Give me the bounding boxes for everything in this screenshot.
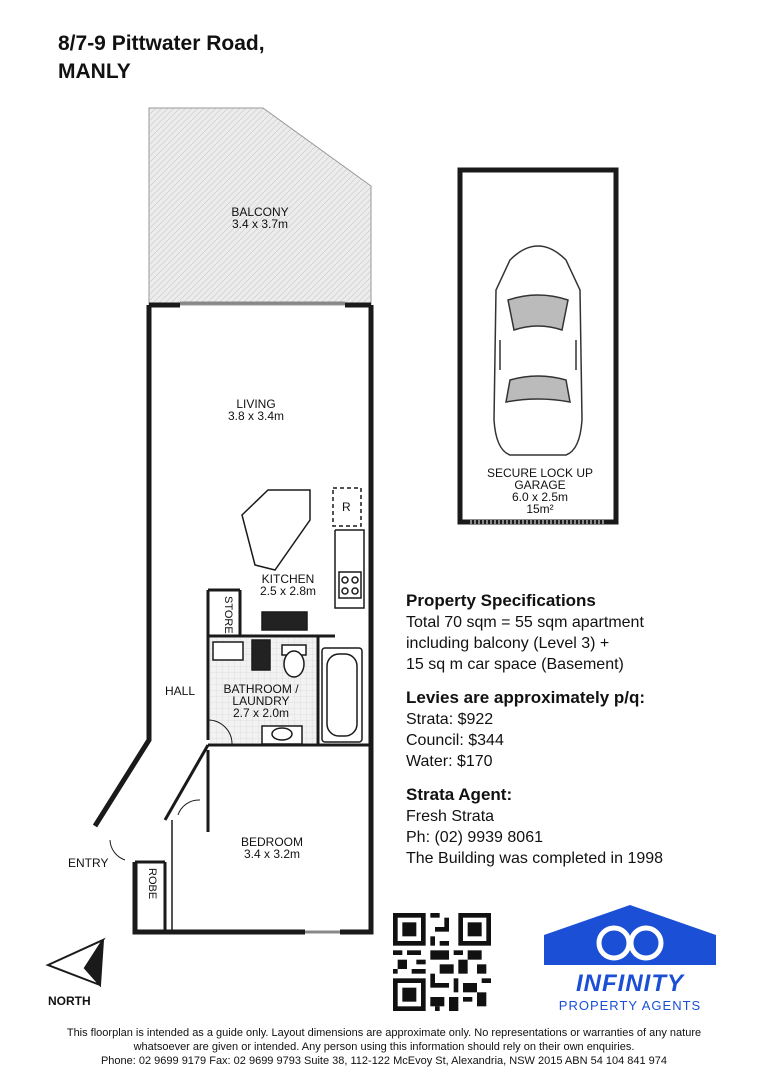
disclaimer-line-1: This floorplan is intended as a guide only. Layout dimensions are approximate only. No representations or warranties of any nature: [66, 1027, 702, 1039]
levies: [406, 687, 756, 772]
agent-heading: Strata Agent:: [406, 785, 513, 804]
bathroom-label: BATHROOM / LAUNDRY 2.7 x 2.0m: [223, 682, 299, 720]
strata-agent: [406, 784, 756, 869]
entry-label: ENTRY: [68, 856, 109, 870]
contact-line: Phone: 02 9699 9179 Fax: 02 9699 9793 Suite 38, 112-122 McEvoy St, Alexandria, NSW 2015 ABN 54 104 841 974: [100, 1055, 668, 1067]
specs-line: including balcony (Level 3) +: [406, 635, 610, 652]
address-line-1: 8/7-9 Pittwater Road,: [58, 32, 265, 55]
north-label: NORTH: [48, 994, 91, 1008]
specs-panel: [406, 590, 756, 881]
council-levy: Council: $344: [406, 732, 504, 749]
address-line-2: MANLY: [58, 60, 131, 83]
qr-code-icon: [393, 913, 491, 1011]
specs-line: Total 70 sqm = 55 sqm apartment: [406, 614, 644, 631]
property-specs: [406, 590, 756, 675]
logo-tagline: PROPERTY AGENTS: [558, 998, 702, 1013]
strata-levy: Strata: $922: [406, 711, 494, 728]
fridge-label: R: [342, 500, 351, 514]
logo-name: INFINITY: [576, 970, 684, 997]
build-year: The Building was completed in 1998: [406, 850, 664, 867]
bedroom-label: BEDROOM 3.4 x 3.2m: [240, 835, 304, 861]
agent-name: Fresh Strata: [406, 808, 495, 825]
disclaimer-line-2: whatsoever are given or intended. Any person using this information should rely on their own enquiries.: [133, 1041, 635, 1053]
north-arrow-icon: [48, 940, 103, 985]
kitchen-label: KITCHEN 2.5 x 2.8m: [259, 572, 317, 598]
store-label: STORE: [222, 596, 234, 634]
balcony-label: BALCONY 3.4 x 3.7m: [231, 205, 289, 231]
specs-line: 15 sq m car space (Basement): [406, 656, 624, 673]
kitchen-island: [242, 490, 310, 570]
laundry-tub-icon: [213, 642, 243, 660]
cooktop-icon: [339, 572, 361, 598]
specs-heading: Property Specifications: [406, 591, 596, 610]
robe-label: ROBE: [146, 868, 158, 900]
water-levy: Water: $170: [406, 753, 493, 770]
agent-phone: Ph: (02) 9939 8061: [406, 829, 543, 846]
hall-label: HALL: [165, 684, 196, 698]
levies-heading: Levies are approximately p/q:: [406, 688, 646, 707]
living-label: LIVING 3.8 x 3.4m: [227, 397, 285, 423]
car-icon: [494, 246, 582, 455]
disclaimer-footer: [0, 1026, 768, 1068]
garage-label: SECURE LOCK UP GARAGE 6.0 x 2.5m 15m²: [486, 466, 594, 516]
